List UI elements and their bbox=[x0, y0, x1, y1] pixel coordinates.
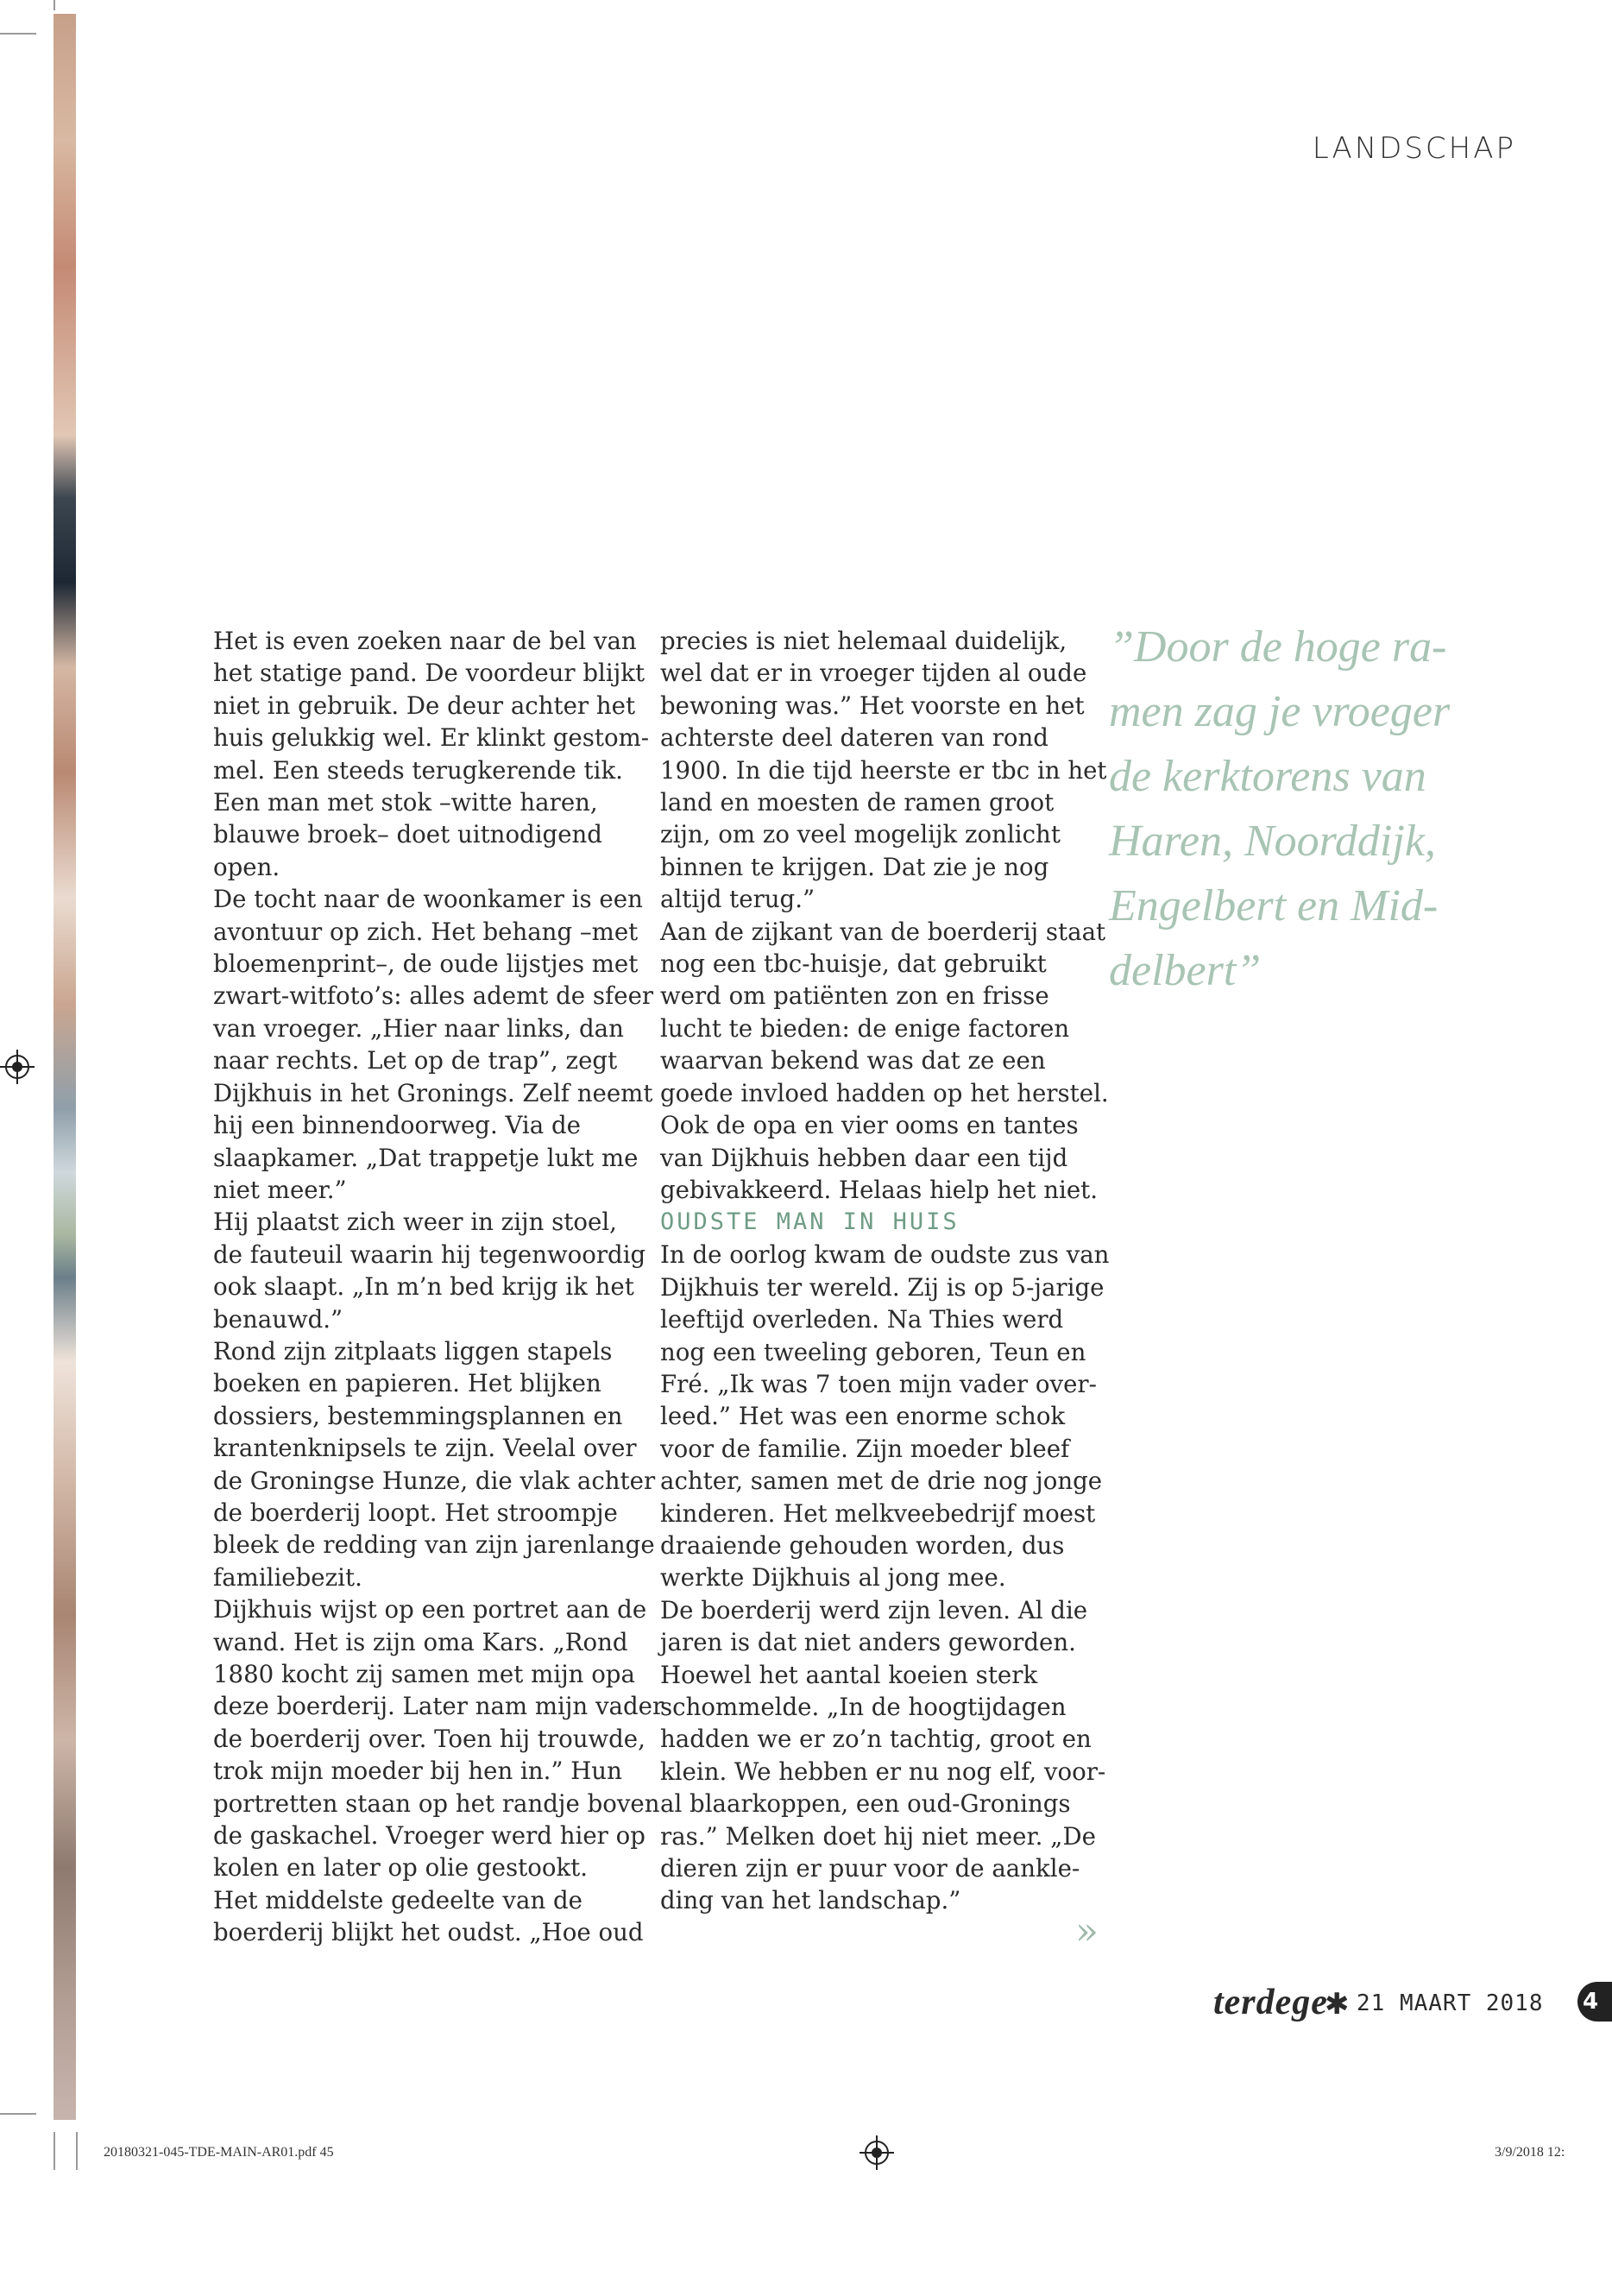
text-line: kinderen. Het melkveebedrijf moest bbox=[660, 1498, 1096, 1528]
text-line: huis gelukkig wel. Er klinkt gestom- bbox=[213, 723, 650, 753]
quote-line: Haren, Noorddijk, bbox=[1109, 817, 1436, 866]
text-line: De tocht naar de woonkamer is een bbox=[213, 885, 643, 914]
text-line: deze boerderij. Later nam mijn vader bbox=[213, 1692, 664, 1721]
text-line: krantenknipsels te zijn. Veelal over bbox=[213, 1434, 637, 1463]
text-line: jaren is dat niet anders geworden. bbox=[660, 1628, 1076, 1657]
text-line: avontuur op zich. Het behang –met bbox=[213, 917, 639, 946]
text-line: 1900. In die tijd heerste er tbc in het bbox=[660, 755, 1107, 785]
text-line: Het is even zoeken naar de bel van bbox=[213, 627, 637, 655]
text-line: binnen te krijgen. Dat zie je nog bbox=[660, 852, 1049, 881]
text-line: open. bbox=[213, 852, 280, 881]
text-line: bleek de redding van zijn jarenlange bbox=[213, 1530, 655, 1560]
text-line: hij een binnendoorweg. Via de bbox=[213, 1111, 581, 1140]
text-line: 1880 kocht zij samen met mijn opa bbox=[213, 1660, 635, 1688]
registration-mark-icon bbox=[5, 1055, 29, 1079]
print-timestamp: 3/9/2018 12: bbox=[1495, 2145, 1565, 2160]
text-line: familiebezit. bbox=[213, 1562, 362, 1592]
continue-arrow-icon: » bbox=[1075, 1909, 1099, 1953]
section-subheading: OUDSTE MAN IN HUIS bbox=[660, 1208, 960, 1236]
text-line: altijd terug.” bbox=[660, 885, 815, 914]
text-line: bewoning was.” Het voorste en het bbox=[660, 691, 1085, 720]
article-column-1 bbox=[213, 625, 664, 1949]
text-line: niet in gebruik. De deur achter het bbox=[213, 691, 636, 720]
article-column-2 bbox=[660, 625, 1110, 1917]
text-line: trok mijn moeder bij hen in.” Hun bbox=[213, 1757, 622, 1786]
crop-mark bbox=[76, 2132, 78, 2170]
issue-date: 21 MAART 2018 bbox=[1357, 1990, 1544, 2016]
text-line: achter, samen met de drie nog jonge bbox=[660, 1467, 1103, 1496]
quote-line: de kerktorens van bbox=[1109, 752, 1426, 801]
text-line: ook slaapt. „In m’n bed krijg ik het bbox=[213, 1272, 634, 1302]
text-line: wel dat er in vroeger tijden al oude bbox=[660, 659, 1087, 688]
text-line: Rond zijn zitplaats liggen stapels bbox=[213, 1336, 613, 1366]
crop-mark bbox=[54, 2132, 55, 2170]
photo-edge-strip bbox=[54, 14, 76, 2120]
text-line: nog een tweeling geboren, Teun en bbox=[660, 1337, 1086, 1366]
text-line: achterste deel dateren van rond bbox=[660, 723, 1048, 753]
text-line: ras.” Melken doet hij niet meer. „De bbox=[660, 1821, 1096, 1851]
text-line: boeken en papieren. Het blijken bbox=[213, 1369, 601, 1398]
text-line: dossiers, bestemmingsplannen en bbox=[213, 1401, 623, 1430]
text-line: Hoewel het aantal koeien sterk bbox=[660, 1660, 1038, 1689]
page-number: 4 bbox=[1577, 1982, 1612, 2022]
pull-quote bbox=[1109, 615, 1489, 1003]
text-line: blauwe broek– doet uitnodigend bbox=[213, 820, 602, 849]
text-line: Een man met stok –witte haren, bbox=[213, 788, 598, 817]
section-label: LANDSCHAP bbox=[1312, 131, 1516, 166]
text-line: de boerderij over. Toen hij trouwde, bbox=[213, 1724, 645, 1753]
magazine-logo: terdege bbox=[1213, 1983, 1328, 2022]
text-line: kolen en later op olie gestookt. bbox=[213, 1853, 589, 1883]
text-line: boerderij blijkt het oudst. „Hoe oud bbox=[213, 1918, 644, 1947]
crop-mark bbox=[0, 33, 36, 35]
text-line: zwart-witfoto’s: alles ademt de sfeer bbox=[213, 981, 654, 1011]
text-line: hadden we er zo’n tachtig, groot en bbox=[660, 1725, 1092, 1754]
text-line: mel. Een steeds terugkerende tik. bbox=[213, 755, 623, 785]
text-line: nog een tbc-huisje, dat gebruikt bbox=[660, 949, 1047, 979]
text-line: naar rechts. Let op de trap”, zegt bbox=[213, 1046, 618, 1075]
text-line: zijn, om zo veel mogelijk zonlicht bbox=[660, 820, 1061, 849]
text-line: van vroeger. „Hier naar links, dan bbox=[213, 1013, 624, 1043]
quote-line: men zag je vroeger bbox=[1109, 687, 1451, 736]
text-line: de gaskachel. Vroeger werd hier op bbox=[213, 1821, 645, 1851]
text-line: werd om patiënten zon en frisse bbox=[660, 981, 1049, 1011]
quote-line: Engelbert en Mid- bbox=[1109, 881, 1439, 930]
text-line: de fauteuil waarin hij tegenwoordig bbox=[213, 1239, 646, 1269]
text-line: klein. We hebben er nu nog elf, voor- bbox=[660, 1757, 1106, 1786]
text-line: van Dijkhuis hebben daar een tijd bbox=[660, 1143, 1068, 1172]
text-line: Ook de opa en vier ooms en tantes bbox=[660, 1111, 1079, 1140]
text-line: de Groningse Hunze, die vlak achter bbox=[213, 1466, 656, 1495]
text-line: Hij plaatst zich weer in zijn stoel, bbox=[213, 1208, 617, 1237]
registration-mark-icon bbox=[865, 2141, 889, 2165]
text-line: Het middelste gedeelte van de bbox=[213, 1885, 582, 1914]
text-line: ding van het landschap.” bbox=[660, 1886, 961, 1915]
text-line: al blaarkoppen, een oud-Gronings bbox=[660, 1789, 1071, 1819]
text-line: gebivakkeerd. Helaas hielp het niet. bbox=[660, 1175, 1099, 1204]
text-line: goede invloed hadden op het herstel. bbox=[660, 1078, 1109, 1107]
text-line: benauwd.” bbox=[213, 1304, 343, 1334]
text-line: waarvan bekend was dat ze een bbox=[660, 1046, 1046, 1075]
text-line: Dijkhuis wijst op een portret aan de bbox=[213, 1595, 647, 1624]
text-line: Dijkhuis in het Gronings. Zelf neemt bbox=[213, 1078, 653, 1107]
text-line: leeftijd overleden. Na Thies werd bbox=[660, 1305, 1064, 1334]
text-line: voor de familie. Zijn moeder bleef bbox=[660, 1434, 1070, 1463]
text-line: draaiende gehouden worden, dus bbox=[660, 1530, 1065, 1560]
crop-mark bbox=[0, 2113, 36, 2115]
quote-line: ”Door de hoge ra- bbox=[1109, 622, 1447, 672]
text-line: niet meer.” bbox=[213, 1175, 347, 1204]
text-line: Fré. „Ik was 7 toen mijn vader over- bbox=[660, 1369, 1097, 1398]
text-line: portretten staan op het randje boven bbox=[213, 1788, 660, 1818]
print-filename: 20180321-045-TDE-MAIN-AR01.pdf 45 bbox=[104, 2145, 334, 2160]
text-line: het statige pand. De voordeur blijkt bbox=[213, 659, 645, 688]
quote-line: delbert” bbox=[1109, 946, 1262, 995]
text-line: schommelde. „In de hoogtijdagen bbox=[660, 1693, 1067, 1721]
text-line: Dijkhuis ter wereld. Zij is op 5-jarige bbox=[660, 1272, 1105, 1302]
asterisk-icon: ✱ bbox=[1325, 1987, 1350, 2022]
text-line: De boerderij werd zijn leven. Al die bbox=[660, 1595, 1088, 1624]
text-line: wand. Het is zijn oma Kars. „Rond bbox=[213, 1627, 628, 1656]
text-line: In de oorlog kwam de oudste zus van bbox=[660, 1240, 1110, 1270]
text-line: slaapkamer. „Dat trappetje lukt me bbox=[213, 1143, 639, 1172]
text-line: werkte Dijkhuis al jong mee. bbox=[660, 1563, 1006, 1593]
crop-mark bbox=[54, 0, 55, 10]
text-line: precies is niet helemaal duidelijk, bbox=[660, 627, 1067, 655]
text-line: dieren zijn er puur voor de aankle- bbox=[660, 1854, 1080, 1883]
text-line: de boerderij loopt. Het stroompje bbox=[213, 1498, 618, 1527]
text-line: lucht te bieden: de enige factoren bbox=[660, 1013, 1070, 1043]
text-line: land en moesten de ramen groot bbox=[660, 788, 1055, 817]
text-line: Aan de zijkant van de boerderij staat bbox=[660, 917, 1106, 946]
text-line: leed.” Het was een enorme schok bbox=[660, 1402, 1066, 1431]
text-line: bloemenprint–, de oude lijstjes met bbox=[213, 949, 639, 979]
